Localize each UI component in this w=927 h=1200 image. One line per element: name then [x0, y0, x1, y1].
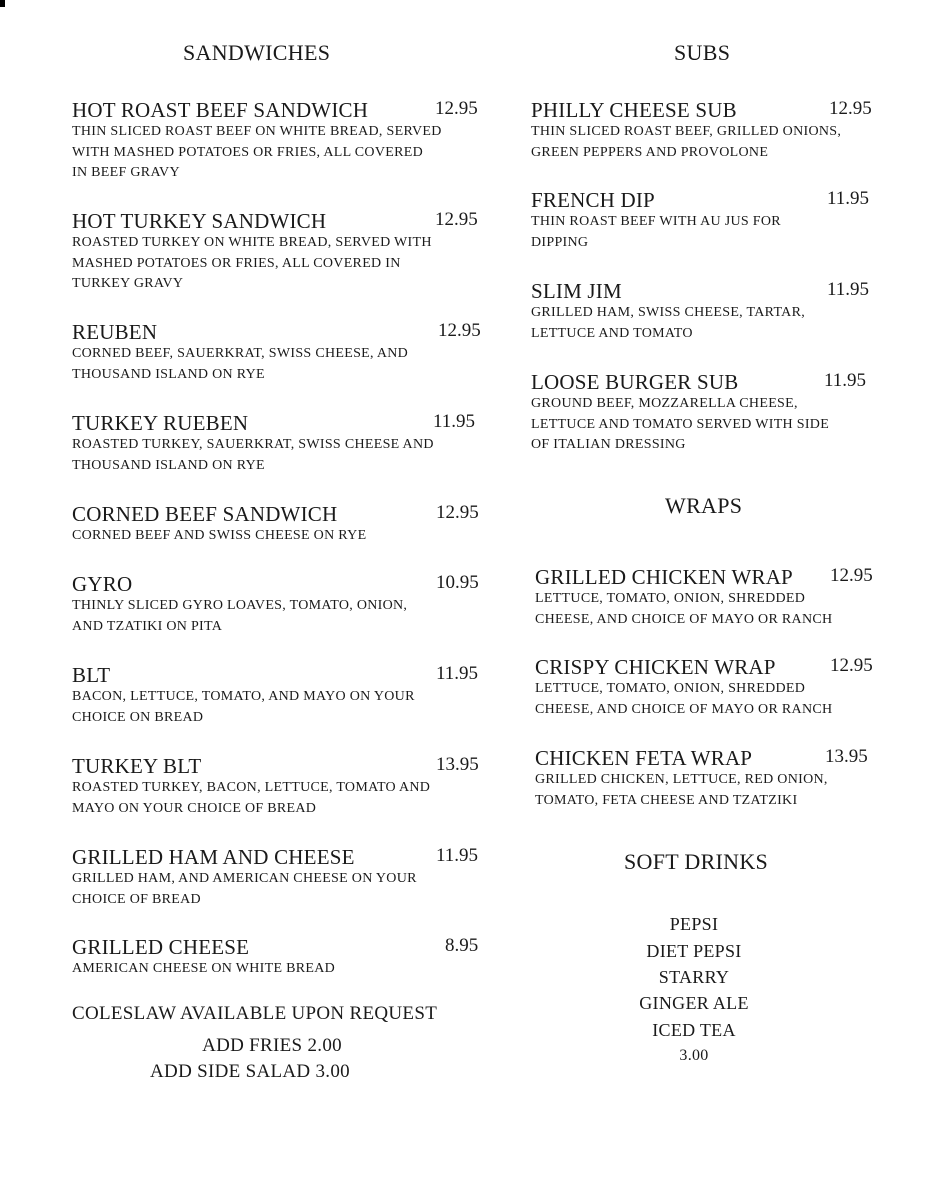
item-name: TURKEY RUEBEN: [72, 411, 249, 435]
drink-item: DIET PEPSI: [646, 941, 742, 961]
menu-item: [531, 98, 921, 163]
wraps-heading: WRAPS: [665, 493, 743, 518]
item-price: 12.95: [829, 98, 872, 119]
drink-item: PEPSI: [669, 914, 719, 934]
sandwiches-heading: SANDWICHES: [183, 40, 331, 65]
item-name: HOT TURKEY SANDWICH: [72, 209, 327, 233]
item-price: 12.95: [438, 320, 481, 341]
item-price: 11.95: [827, 279, 870, 300]
item-price: 12.95: [436, 502, 479, 523]
item-description: GRILLED HAM, AND AMERICAN CHEESE ON YOUR CHOICE OF BREAD: [72, 871, 417, 907]
item-description: GROUND BEEF, MOZZARELLA CHEESE, LETTUCE AND TOMATO SERVED WITH SIDE OF ITALIAN DRESSING: [531, 396, 830, 452]
drink-item: ICED TEA: [652, 1020, 736, 1040]
item-description: GRILLED HAM, SWISS CHEESE, TARTAR, LETTUCE AND TOMATO: [531, 305, 806, 341]
menu-item: [535, 655, 925, 720]
item-price: 11.95: [824, 370, 867, 391]
item-name: GRILLED CHEESE: [72, 935, 250, 959]
item-name: LOOSE BURGER SUB: [531, 370, 739, 394]
item-description: ROASTED TURKEY, SAUERKRAT, SWISS CHEESE AND THOUSAND ISLAND ON RYE: [72, 437, 434, 473]
item-price: 13.95: [436, 754, 479, 775]
item-name: PHILLY CHEESE SUB: [531, 98, 737, 122]
menu-item: [72, 572, 492, 637]
item-price: 11.95: [827, 188, 870, 209]
item-name: TURKEY BLT: [72, 754, 202, 778]
item-price: 8.95: [445, 935, 479, 956]
drink-item: STARRY: [658, 967, 730, 987]
menu-item: [72, 209, 492, 295]
item-price: 12.95: [435, 209, 478, 230]
item-description: LETTUCE, TOMATO, ONION, SHREDDED CHEESE, AND CHOICE OF MAYO OR RANCH: [535, 591, 833, 627]
item-name: FRENCH DIP: [531, 188, 655, 212]
item-name: CHICKEN FETA WRAP: [535, 746, 753, 770]
menu-item: [72, 98, 492, 184]
menu-item: [72, 845, 492, 910]
item-description: THIN ROAST BEEF WITH AU JUS FOR DIPPING: [531, 214, 781, 250]
item-price: 11.95: [436, 845, 479, 866]
menu-item: [72, 935, 492, 980]
menu-item: [531, 370, 921, 456]
menu-item: [535, 565, 925, 630]
item-name: GRILLED CHICKEN WRAP: [535, 565, 793, 589]
item-description: CORNED BEEF AND SWISS CHEESE ON RYE: [72, 528, 367, 543]
add-fries-note: ADD FRIES 2.00: [202, 1035, 342, 1056]
item-description: THIN SLICED ROAST BEEF, GRILLED ONIONS, GREEN PEPPERS AND PROVOLONE: [531, 124, 842, 160]
item-description: ROASTED TURKEY ON WHITE BREAD, SERVED WITH MASHED POTATOES OR FRIES, ALL COVERED IN TURKEY GRAVY: [72, 235, 432, 291]
menu-item: [531, 188, 921, 253]
item-description: THIN SLICED ROAST BEEF ON WHITE BREAD, SERVED WITH MASHED POTATOES OR FRIES, ALL COVERED IN BEEF GRAVY: [72, 124, 442, 180]
menu-item: [535, 746, 925, 811]
drink-item: GINGER ALE: [639, 993, 749, 1013]
coleslaw-note: COLESLAW AVAILABLE UPON REQUEST: [72, 1003, 438, 1024]
subs-heading: SUBS: [674, 40, 731, 65]
item-name: GYRO: [72, 572, 133, 596]
item-description: LETTUCE, TOMATO, ONION, SHREDDED CHEESE, AND CHOICE OF MAYO OR RANCH: [535, 681, 833, 717]
item-name: HOT ROAST BEEF SANDWICH: [72, 98, 369, 122]
item-price: 13.95: [825, 746, 868, 767]
item-description: GRILLED CHICKEN, LETTUCE, RED ONION, TOMATO, FETA CHEESE AND TZATZIKI: [535, 772, 828, 808]
item-price: 10.95: [436, 572, 479, 593]
item-name: CRISPY CHICKEN WRAP: [535, 655, 776, 679]
item-description: ROASTED TURKEY, BACON, LETTUCE, TOMATO AND MAYO ON YOUR CHOICE OF BREAD: [72, 780, 431, 816]
item-name: GRILLED HAM AND CHEESE: [72, 845, 355, 869]
item-price: 12.95: [435, 98, 478, 119]
item-name: BLT: [72, 663, 111, 687]
item-price: 12.95: [830, 565, 873, 586]
add-salad-note: ADD SIDE SALAD 3.00: [150, 1061, 350, 1082]
item-description: AMERICAN CHEESE ON WHITE BREAD: [72, 961, 336, 976]
scan-corner-mark: [0, 0, 5, 7]
menu-item: [531, 279, 921, 344]
item-description: CORNED BEEF, SAUERKRAT, SWISS CHEESE, AND THOUSAND ISLAND ON RYE: [72, 346, 409, 382]
drink-price: 3.00: [679, 1047, 709, 1064]
menu-item: [72, 411, 492, 476]
item-description: BACON, LETTUCE, TOMATO, AND MAYO ON YOUR CHOICE ON BREAD: [72, 689, 415, 725]
menu-item: [72, 502, 492, 547]
item-description: THINLY SLICED GYRO LOAVES, TOMATO, ONION, AND TZATIKI ON PITA: [72, 598, 408, 634]
item-name: SLIM JIM: [531, 279, 622, 303]
soft-drinks-heading: SOFT DRINKS: [624, 849, 769, 874]
item-price: 11.95: [433, 411, 476, 432]
item-name: REUBEN: [72, 320, 158, 344]
menu-item: [72, 663, 492, 728]
item-name: CORNED BEEF SANDWICH: [72, 502, 338, 526]
menu-item: [72, 754, 492, 819]
item-price: 12.95: [830, 655, 873, 676]
item-price: 11.95: [436, 663, 479, 684]
menu-item: [72, 320, 492, 385]
